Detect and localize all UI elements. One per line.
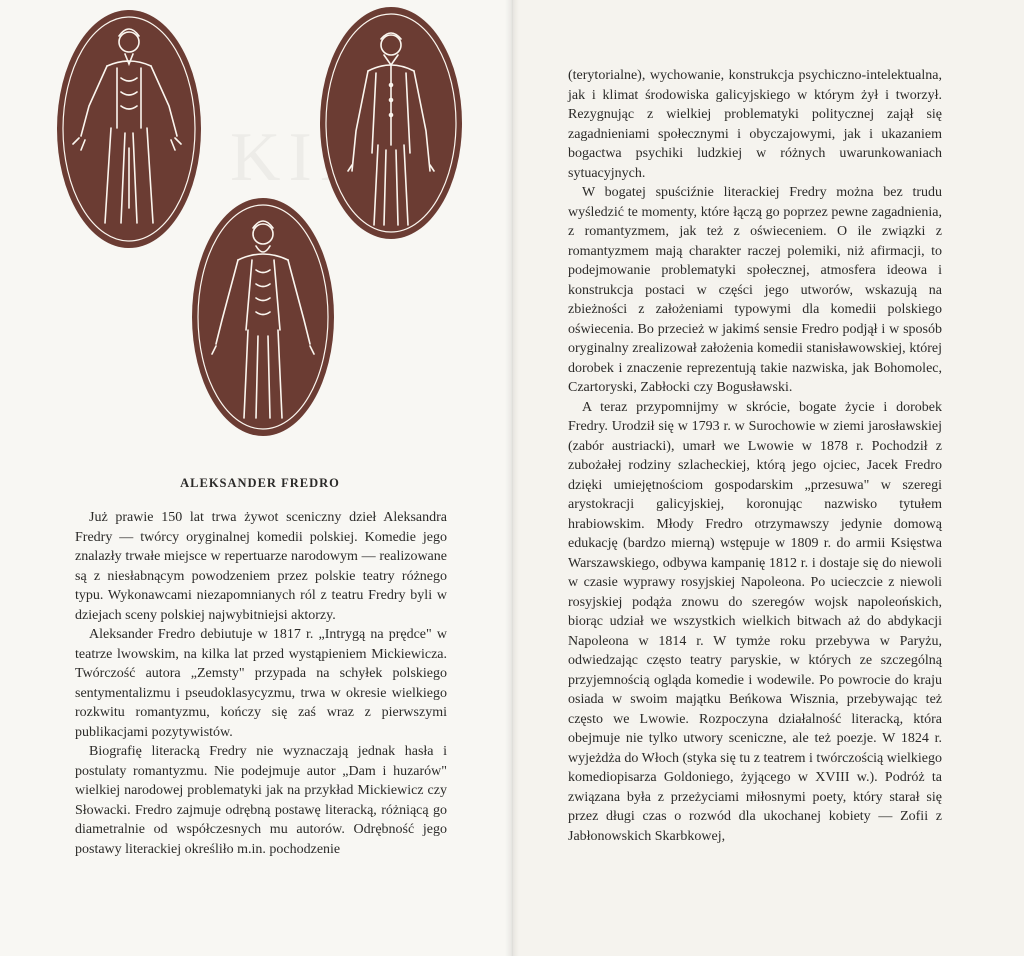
- costume-medallion-1: [55, 8, 203, 250]
- left-text-column: [75, 508, 447, 859]
- paragraph: Już prawie 150 lat trwa żywot sceniczny dzieł Aleksandra Fredry — twórcy oryginalnej komedii polskiej. Komedie jego znalazły trwałe miejsce w repertuarze narodowym — realizowane są z niesłabnącym powodzeniem przez polskie teatry różnego typu. Wykonawcami niezapomnianych ról z teatru Fredry byli w dziejach sceny polskiej najwybitniejsi aktorzy.: [75, 510, 447, 623]
- costume-medallion-3: [190, 196, 336, 438]
- paragraph: A teraz przypomnijmy w skrócie, bogate życie i dorobek Fredry. Urodził się w 1793 r. w Surochowie w ziemi jarosławskiej (zabór austriacki), umarł we Lwowie w 1878 r. Pochodził z zubożałej rodziny szlacheckiej, którą jego ojciec, Jacek Fredro dzięki umiejętnościom gospodarskim „przesuwa" w szeregi arystokracji galicyjskiej, koronując nazwisko tytułem hrabiowskim. Młody Fredro otrzymawszy jedynie domową edukację (bardzo mierną) wstępuje w 1809 r. do armii Księstwa Warszawskiego, odbywa kampanię 1812 r. i dostaje się do niewoli w czasie wyprawy rosyjskiej Napoleona. Po ucieczcie z niewoli rosyjskiej podąża znowu do szeregów wojsk napoleońskich, biorąc udział we wszystkich wielkich bitwach aż do abdykacji Napoleona w 1814 r. W tymże roku przebywa w Paryżu, odwiedzając często teatry paryskie, w których ze szczególną przyjemnością ogląda komedie i wodewile. Po powrocie do kraju osiada w swoim majątku Beńkowa Wisznia, przebywając też często we Lwowie. Rozpoczyna działalność literacką, która obejmuje nie tylko utwory sceniczne, ale też poezje. W 1824 r. wyjeżdża do Włoch (styka się tu z teatrem i twórczością wielkiego komediopisarza Goldoniego, żyjącego w XVIII w.). Podróż ta związana była z przeżyciami miłosnymi poety, który starał się przez długi czas o rozwód dla ukochanej kobiety — Zofii z Jabłonowskich Skarbkowej,: [568, 399, 942, 844]
- paragraph: (terytorialne), wychowanie, konstrukcja psychiczno-intelektualna, jak i klimat środowiska galicyjskiego w którym żył i tworzył. Rezygnując z wielkiej problematyki politycznej zajął się zagadnieniami społecznymi i obyczajowymi, jak i ukazaniem bogactwa psychiki ludzkiej w różnych uwarunkowaniach sytuacyjnych.: [568, 68, 942, 181]
- right-text-column: [568, 66, 942, 846]
- paragraph: Biografię literacką Fredry nie wyznaczają jednak hasła i postulaty romantyzmu. Nie podejmuje autor „Dam i huzarów" wielkiej narodowej problematyki jak na przykład Mickiewicz czy Słowacki. Fredro zajmuje odrębną postawę literacką, różniącą go diametralnie od współczesnych mu autorów. Odrębność jego postawy literackiej określiło m.in. pochodzenie: [75, 744, 447, 857]
- paragraph: Aleksander Fredro debiutuje w 1817 r. „Intrygą na prędce" w teatrze lwowskim, na kilka lat przed wystąpieniem Mickiewicza. Twórczość autora „Zemsty" przypada na schyłek polskiego sentymentalizmu i pseudoklasycyzmu, trwa w okresie wielkiego rozkwitu romantyzmu, kończy się zaś wraz z pierwszymi publikacjami pozytywistów.: [75, 627, 447, 740]
- book-gutter: [505, 0, 519, 956]
- costume-medallion-2: [318, 5, 464, 241]
- article-title: ALEKSANDER FREDRO: [180, 476, 340, 490]
- paragraph: W bogatej spuściźnie literackiej Fredry można bez trudu wyśledzić te momenty, które łączą go poprzez pewne zagadnienia, z romantyzmem, jak też z oświeceniem. O ile związki z romantyzmem mają charakter raczej polemiki, niż afirmacji, to podejmowanie problematyki społecznej, atmosfera ideowa i konstrukcja postaci w części jego utworów, wskazują na zbieżności z założeniami typowymi dla komedii polskiego oświecenia. Bo przecież w jakimś sensie Fredro podjął i w sposób oryginalny zrealizował założenia komedii stanisławowskiej, której dorobek i znaczenie reprezentują takie nazwiska, jak Bohomolec, Czartoryski, Zabłocki czy Bogusławski.: [568, 185, 942, 395]
